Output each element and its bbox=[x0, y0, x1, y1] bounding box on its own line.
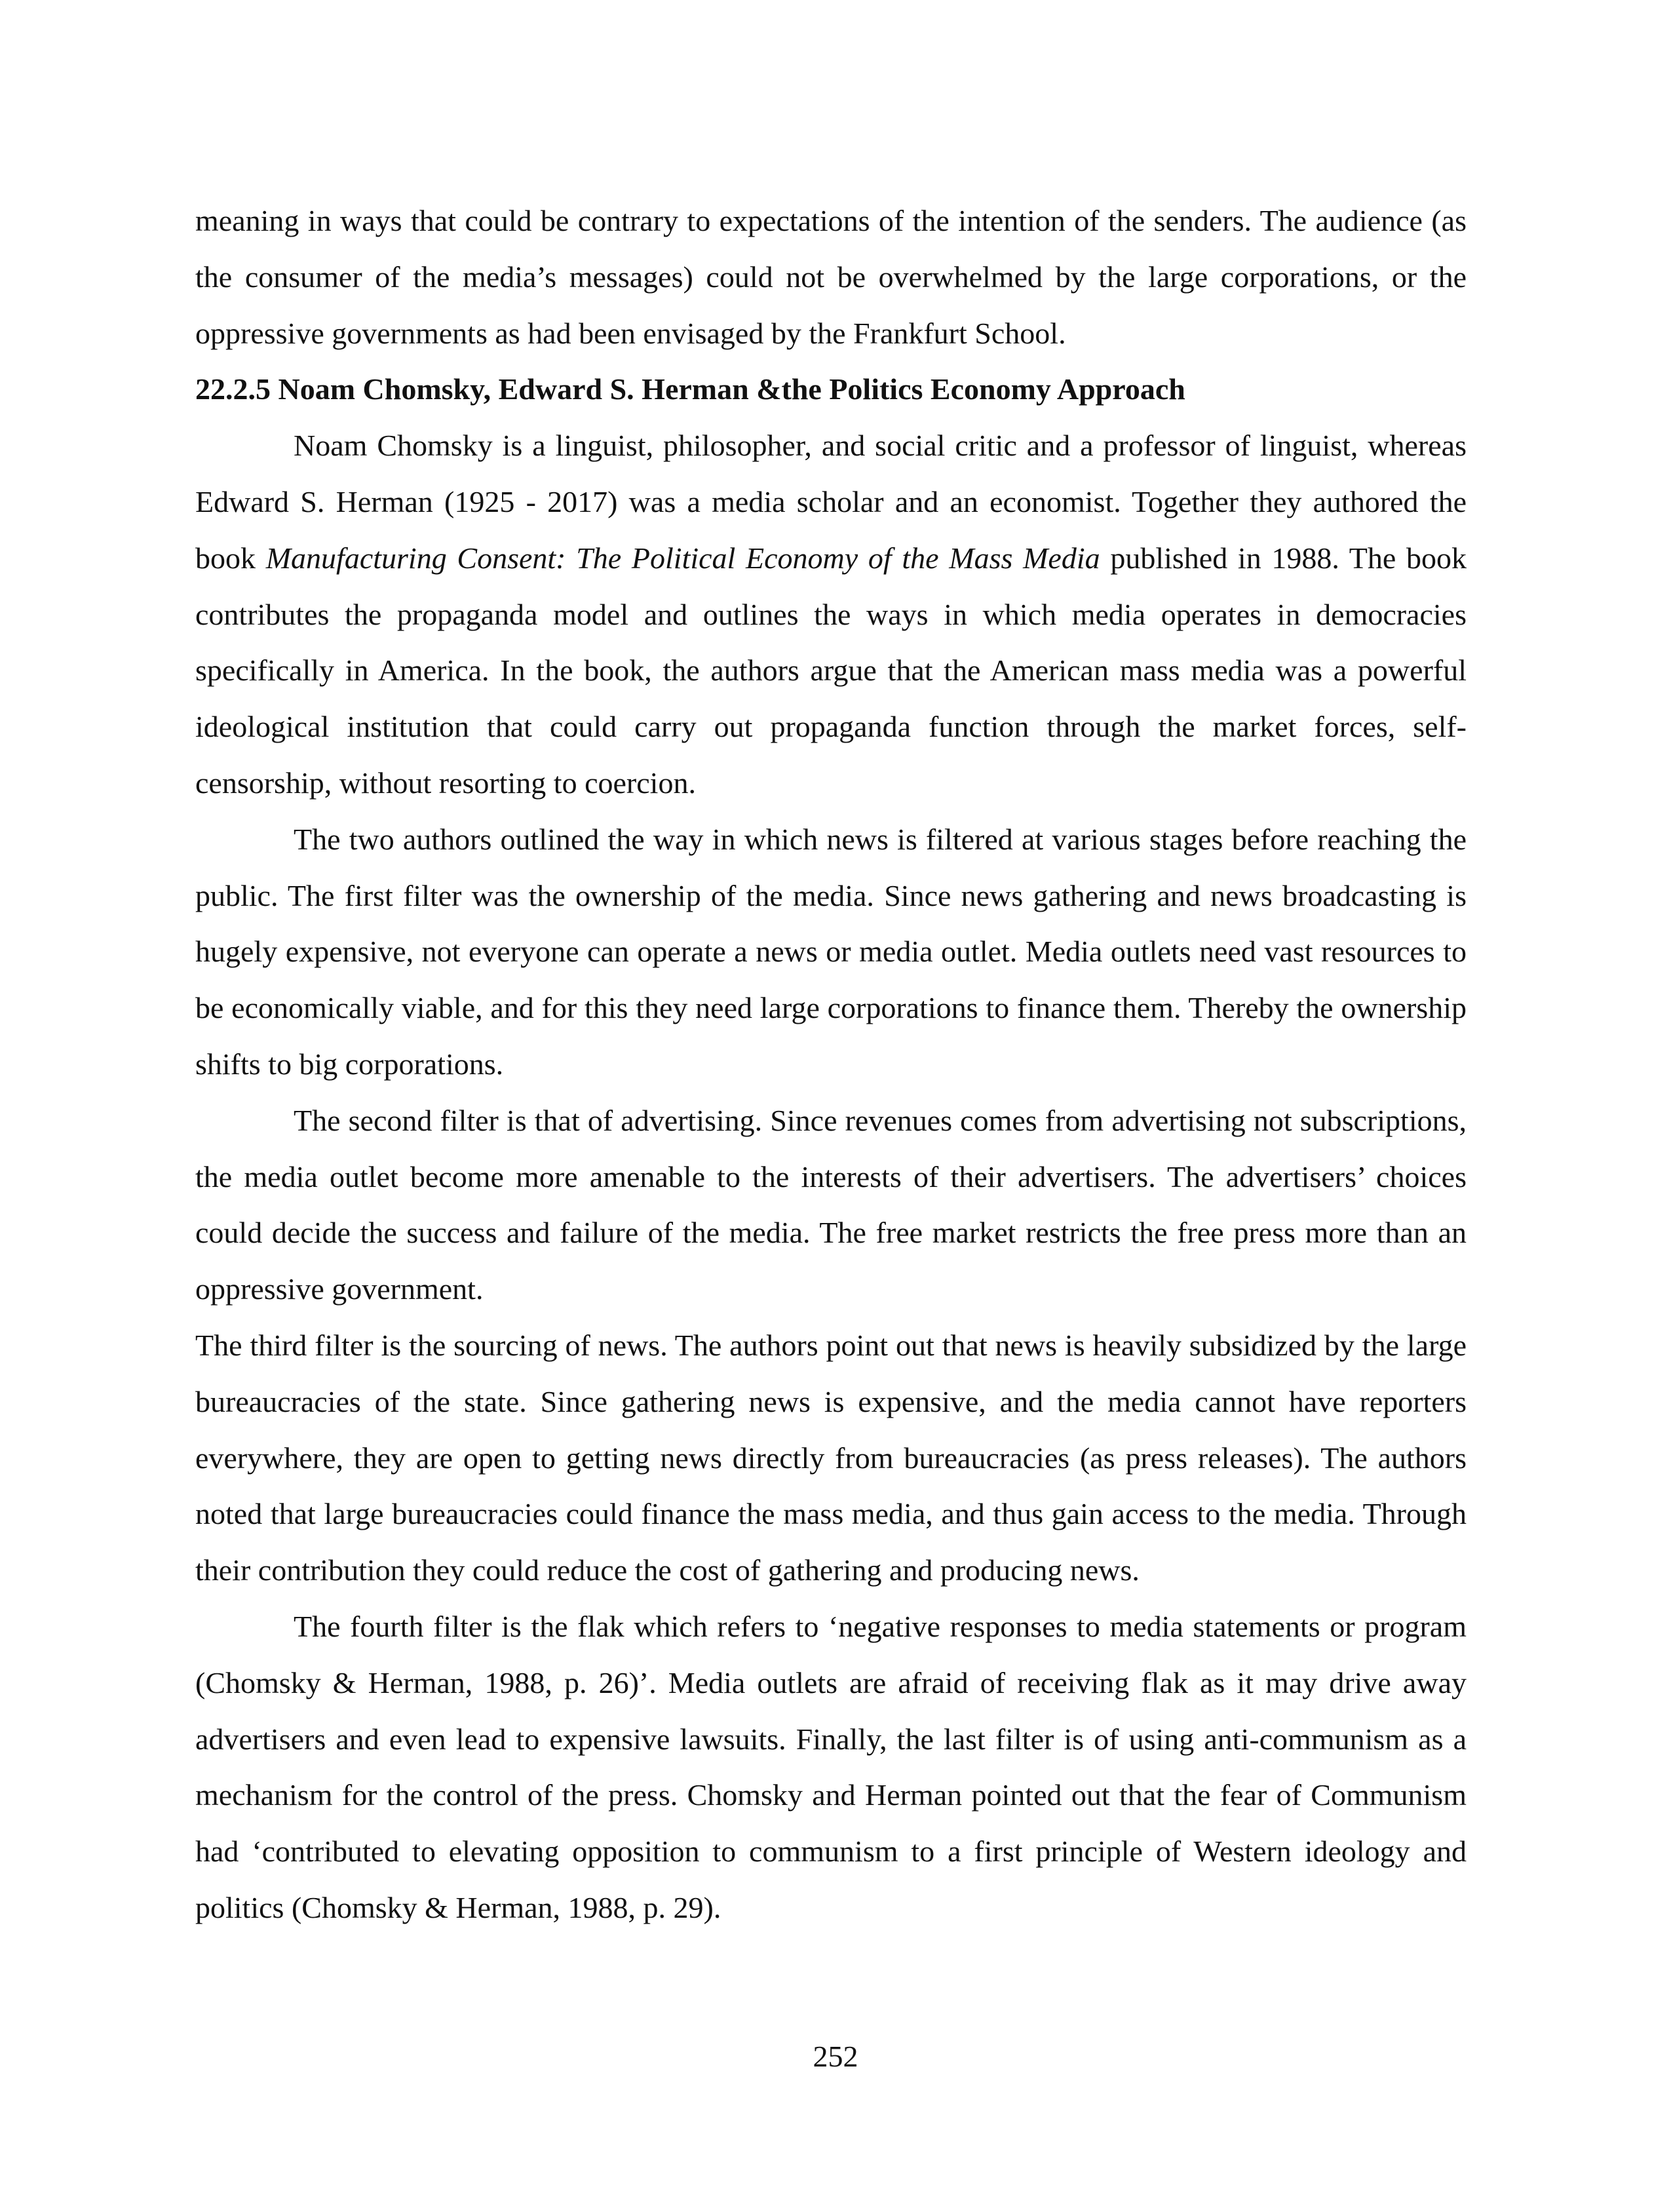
continuation-paragraph: meaning in ways that could be contrary to expectations of the intention of the senders. The audience (as the consumer of the media’s messages) could not be overwhelmed by the large corporations, or the oppressive governments as had been envisaged by the Frankfurt School. bbox=[195, 204, 1467, 350]
page-number: 252 bbox=[813, 2040, 858, 2073]
intro-paragraph bbox=[195, 417, 1467, 811]
first-filter-paragraph: The two authors outlined the way in which news is filtered at various stages before reaching the public. The first filter was the ownership of the media. Since news gathering and news broadcasting is hugely expensive, not everyone can operate a news or media outlet. Media outlets need vast resources to be economically viable, and for this they need large corporations to finance them. Thereby the ownership shifts to big corporations. bbox=[195, 822, 1467, 1081]
third-filter-paragraph: The third filter is the sourcing of news. The authors point out that news is heavily subsidized by the large bureaucracies of the state. Since gathering news is expensive, and the media cannot have reporters everywhere, they are open to getting news directly from bureaucracies (as press releases). The authors noted that large bureaucracies could finance the mass media, and thus gain access to the media. Through their contribution they could reduce the cost of gathering and producing news. bbox=[195, 1328, 1467, 1587]
intro-text-start: Noam Chomsky is a linguist, philosopher, and social critic and a professor of linguist, whereas Edward S. Herman (1925 - 2017) was a media scholar and an economist. Together they authored the book bbox=[195, 429, 1467, 575]
body-text bbox=[195, 193, 1467, 1936]
book-title: Manufacturing Consent: The Political Economy of the Mass Media bbox=[265, 541, 1100, 575]
fourth-filter-paragraph: The fourth filter is the flak which refers to ‘negative responses to media statements or program (Chomsky & Herman, 1988, p. 26)’. Media outlets are afraid of receiving flak as it may drive away advertisers and even lead to expensive lawsuits. Finally, the last filter is of using anti-communism as a mechanism for the control of the press. Chomsky and Herman pointed out that the fear of Communism had ‘contributed to elevating opposition to communism to a first principle of Western ideology and politics (Chomsky & Herman, 1988, p. 29). bbox=[195, 1609, 1467, 1924]
intro-text-end: published in 1988. The book contributes the propaganda model and outlines the ways in which media operates in democracies specifically in America. In the book, the authors argue that the American mass media was a powerful ideological institution that could carry out propaganda function through the market forces, self-censorship, without resorting to coercion. bbox=[195, 541, 1467, 800]
second-filter-paragraph: The second filter is that of advertising. Since revenues comes from advertising not subscriptions, the media outlet become more amenable to the interests of their advertisers. The advertisers’ choices could decide the success and failure of the media. The free market restricts the free press more than an oppressive government. bbox=[195, 1103, 1467, 1306]
section-heading: 22.2.5 Noam Chomsky, Edward S. Herman &the Politics Economy Approach bbox=[195, 372, 1185, 406]
